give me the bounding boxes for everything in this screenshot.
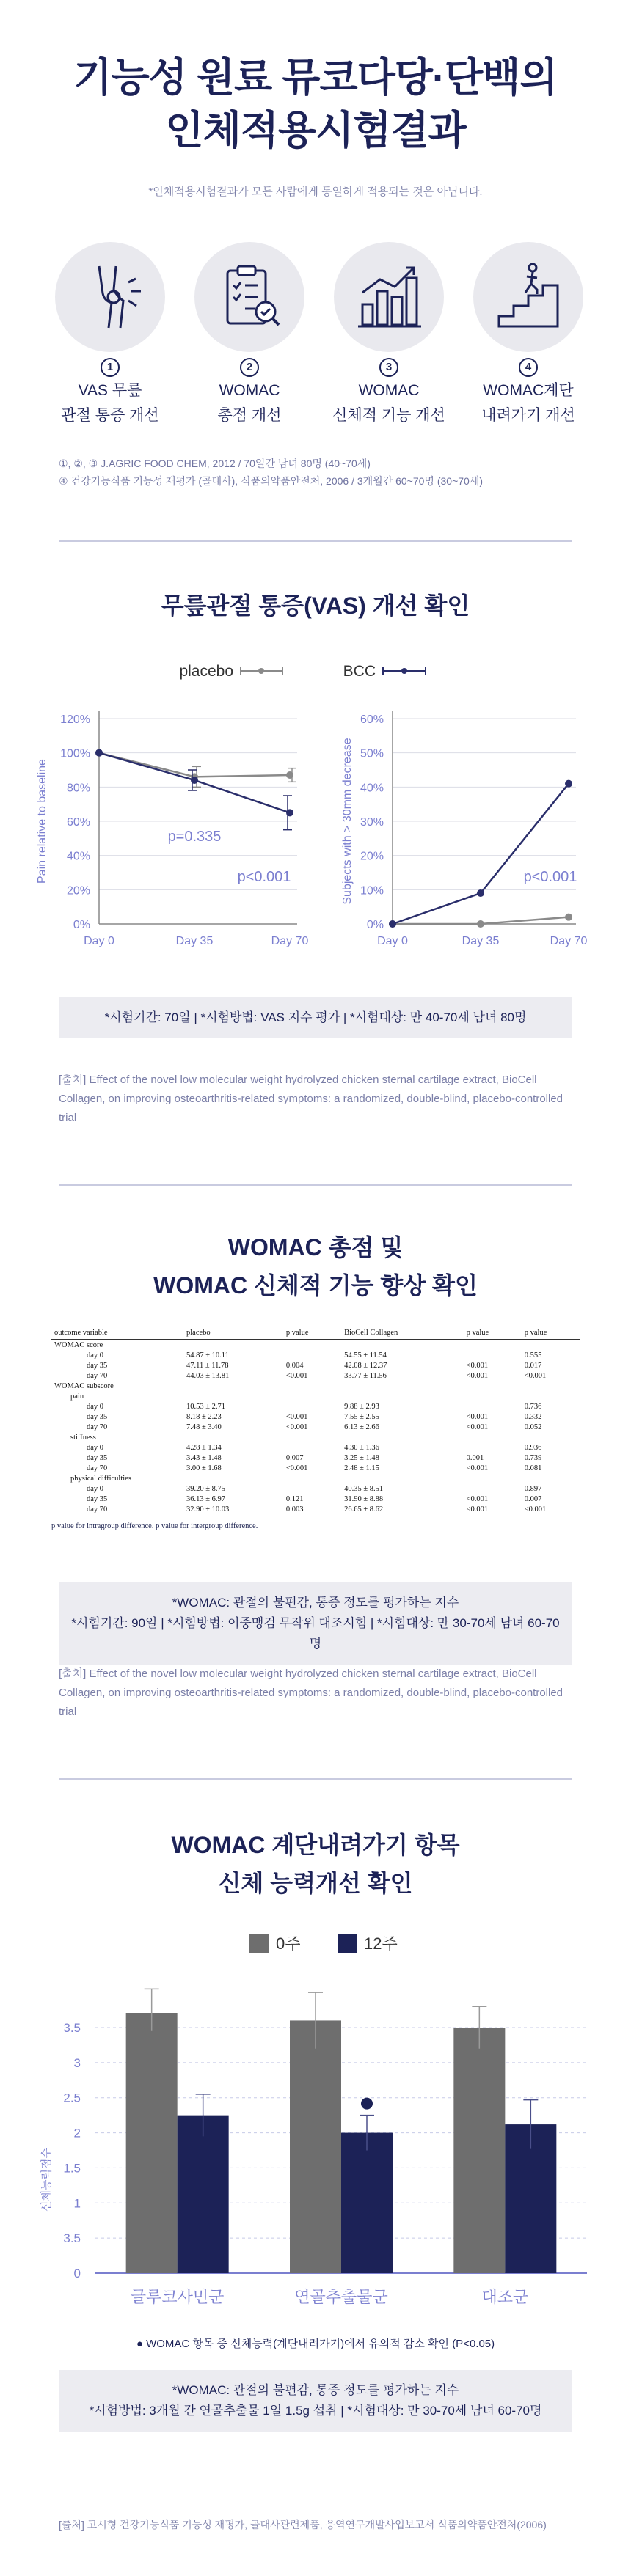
table-cell: WOMAC subscore [54,1381,114,1390]
benefit-label-line1: WOMAC [358,382,420,399]
x-tick-label: 글루코사민군 [130,2288,225,2306]
table-cell [522,1340,580,1351]
table-cell: day 70 [87,1371,108,1380]
table-footnote: p value for intragroup difference. p value for intergroup difference. [51,1519,580,1530]
table-cell: physical difficulties [70,1474,131,1483]
table-cell: 26.65 ± 8.62 [344,1505,384,1513]
table-cell: 0.004 [285,1361,304,1370]
annotation: p<0.001 [237,869,291,885]
bar-12주 [178,2116,229,2273]
womac-section-title-wrap [0,1228,631,1304]
page-title-line1: 기능성 원료 뮤코다당·단백의 [73,56,558,100]
x-tick-label: Day 35 [175,935,214,947]
x-tick-label: Day 0 [84,935,114,947]
table-cell [464,1442,522,1453]
legend-bcc-marker [383,667,426,675]
annotation: p<0.001 [523,869,577,885]
benefit-label-line2: 총점 개선 [217,407,282,424]
table-cell: 0.007 [285,1453,304,1462]
table-row [51,1340,580,1351]
x-tick-label: Day 70 [271,935,309,947]
table-cell [522,1432,580,1442]
y-tick-label: 3.5 [63,2021,81,2035]
y-tick-label: 1.5 [63,2161,81,2176]
table-cell: 6.13 ± 2.66 [344,1423,379,1431]
x-tick-label: 대조군 [481,2288,529,2306]
column-header: placebo [183,1326,283,1340]
vas-source-wrap [59,1071,572,1128]
y-axis-label: 신체능력점수 [40,2148,53,2212]
womac-note-line2: *시험기간: 90일 | *시험방법: 이중맹검 무작위 대조시험 | *시험대상: 만 30-70세 남녀 60-70명 [71,1616,560,1651]
stairs-source-wrap [59,2515,572,2534]
table-cell [283,1442,341,1453]
table-row [51,1370,580,1381]
table-cell [183,1473,283,1483]
table-cell: 4.28 ± 1.34 [186,1443,222,1452]
womac-title-line2: WOMAC 신체적 기능 향상 확인 [153,1272,478,1299]
table-cell [522,1473,580,1483]
table-cell: 40.35 ± 8.51 [344,1484,384,1493]
table-cell: day 70 [87,1423,108,1431]
womac-results-table [51,1326,580,1514]
table-cell [341,1381,464,1391]
table-cell [283,1483,341,1494]
table-cell: 7.48 ± 3.40 [186,1423,222,1431]
vas-responders-chart [338,697,631,975]
table-cell: 0.052 [524,1423,542,1431]
womac-source-wrap [59,1665,572,1722]
stairs-note-box [59,2370,572,2432]
y-tick-label: 100% [60,747,90,760]
x-tick-label: Day 35 [462,935,500,947]
table-cell: WOMAC score [54,1340,103,1349]
table-cell: 0.739 [524,1453,542,1462]
table-cell [183,1381,283,1391]
vas-section-title: 무릎관절 통증(VAS) 개선 확인 [161,592,470,619]
y-tick-label: 40% [360,782,384,795]
table-row [51,1473,580,1483]
stairs-footnote-wrap [0,2335,631,2351]
data-point-placebo [286,771,293,779]
column-header: p value [464,1326,522,1340]
stairs-section-title-wrap [0,1826,631,1902]
table-cell: 0.332 [524,1412,542,1421]
bar-12주 [341,2133,393,2273]
table-cell: 44.03 ± 13.81 [186,1371,230,1380]
x-tick-label: Day 70 [550,935,588,947]
womac-note-box [59,1582,572,1665]
table-cell: <0.001 [285,1371,308,1380]
clipboard-check-icon [194,242,304,352]
legend-placebo-marker [241,667,282,675]
table-cell: day 35 [87,1453,108,1462]
legend-swatch-0주 [249,1934,269,1953]
knee-pain-icon [55,242,165,352]
y-tick-label: 50% [360,747,384,760]
column-header: p value [283,1326,341,1340]
y-tick-label: 2 [73,2126,81,2140]
benefit-item-3 [330,242,448,427]
table-cell [341,1391,464,1401]
table-cell: day 70 [87,1464,108,1472]
table-cell: <0.001 [524,1371,547,1380]
stairs-source: [출처] 고시형 건강기능식품 기능성 재평가, 골대사관련제품, 용역연구개발사업보고서 식품의약품안전처(2006) [59,2519,547,2531]
column-header: outcome variable [51,1326,183,1340]
data-point-BCC [477,889,484,897]
stairs-footnote: ● WOMAC 항목 중 신체능력(계단내려가기)에서 유의적 감소 확인 (P<0.05) [136,2338,495,2350]
table-cell: <0.001 [285,1423,308,1431]
y-tick-label: 0% [73,919,90,931]
y-axis-label: Pain relative to baseline [36,759,48,884]
section-divider [59,1778,572,1780]
womac-table-wrap [51,1326,580,1530]
benefit-icons-row [51,242,587,427]
y-tick-label: 60% [360,713,384,726]
table-cell [283,1350,341,1360]
table-row [51,1422,580,1432]
y-tick-label: 40% [66,850,90,863]
y-tick-label: 3 [73,2055,81,2070]
table-cell [341,1473,464,1483]
reference-line-2: ④ 건강기능식품 기능성 재평가 (골대사), 식품의약품안전처, 2006 / 3개월간 60~70명 (30~70세) [59,475,484,487]
table-row [51,1412,580,1422]
y-tick-label: 2.5 [63,2091,81,2105]
benefit-number: 4 [519,358,538,377]
table-cell: 42.08 ± 12.37 [344,1361,387,1370]
vas-section-title-wrap [0,587,631,625]
section-divider [59,540,572,542]
data-point-BCC [565,780,572,788]
womac-source: [출처] Effect of the novel low molecular weight hydrolyzed chicken sternal cartilage extract, BioCell Collagen, on improving osteoarthritis-related symptoms: a randomized, double-blind, placebo-controlled trial [59,1667,563,1718]
table-cell: <0.001 [466,1423,489,1431]
disclaimer: *인체적용시험결과가 모든 사람에게 동일하게 적용되는 것은 아닙니다. [148,186,483,198]
benefit-label-line1: VAS 무릎 [78,382,142,399]
y-tick-label: 30% [360,816,384,829]
references [59,455,587,490]
benefit-label-line2: 내려가기 개선 [481,407,575,424]
table-cell: 0.017 [524,1361,542,1370]
table-cell [283,1391,341,1401]
benefit-item-1 [51,242,169,427]
table-cell: 33.77 ± 11.56 [344,1371,387,1380]
table-cell: <0.001 [524,1505,547,1513]
table-row [51,1442,580,1453]
table-cell [522,1391,580,1401]
table-row [51,1391,580,1401]
table-cell: 0.736 [524,1402,542,1411]
table-cell: day 0 [87,1351,104,1359]
x-tick-label: 연골추출물군 [294,2288,388,2306]
table-cell: 3.43 ± 1.48 [186,1453,222,1462]
legend-label: 0주 [276,1934,301,1953]
table-cell [464,1473,522,1483]
table-cell: 0.555 [524,1351,542,1359]
table-cell [464,1350,522,1360]
table-row [51,1401,580,1412]
table-cell: 0.121 [285,1494,304,1503]
table-cell [522,1381,580,1391]
table-cell: stiffness [70,1433,96,1442]
table-cell: <0.001 [285,1412,308,1421]
bar-0주 [453,2028,505,2273]
stairs-note-line1: *WOMAC: 관절의 불편감, 통증 정도를 평가하는 지수 [172,2383,459,2397]
table-cell [341,1340,464,1351]
column-header: BioCell Collagen [341,1326,464,1340]
table-cell: day 35 [87,1494,108,1503]
table-cell: 47.11 ± 11.78 [186,1361,229,1370]
stairs-bar-chart [29,1918,631,2328]
table-cell: 0.081 [524,1464,542,1472]
benefit-number: 3 [379,358,398,377]
y-axis-label: Subjects with > 30mm decrease [341,738,354,905]
table-row [51,1381,580,1391]
table-cell [464,1432,522,1442]
table-cell: 9.88 ± 2.93 [344,1402,379,1411]
table-cell [283,1381,341,1391]
table-cell: <0.001 [466,1505,489,1513]
table-cell: 8.18 ± 2.23 [186,1412,222,1421]
y-tick-label: 80% [66,782,90,795]
table-row [51,1432,580,1442]
table-row [51,1463,580,1473]
benefit-label-line1: WOMAC계단 [483,382,574,399]
table-cell: 3.25 ± 1.48 [344,1453,379,1462]
y-tick-label: 120% [60,713,90,726]
table-cell: pain [70,1392,84,1401]
table-cell [464,1483,522,1494]
header [0,51,631,199]
data-point-BCC [286,809,293,816]
table-cell: day 0 [87,1484,104,1493]
table-cell: 36.13 ± 6.97 [186,1494,226,1503]
vas-note-box [59,997,572,1038]
table-row [51,1350,580,1360]
table-cell: 2.48 ± 1.15 [344,1464,379,1472]
table-cell: 0.897 [524,1484,542,1493]
y-tick-label: 1 [73,2196,81,2211]
table-header-row [51,1326,580,1340]
y-tick-label: 0 [73,2267,81,2280]
table-cell: 0.003 [285,1505,304,1513]
y-tick-label: 0% [366,919,384,931]
y-tick-label: 10% [360,884,384,898]
series-line-BCC [393,784,569,924]
annotation: p=0.335 [167,829,222,845]
bar-0주 [290,2020,341,2273]
vas-legend [0,656,631,686]
table-cell: day 0 [87,1443,104,1452]
bar-chart-icon [334,242,444,352]
benefit-item-4 [470,242,587,427]
legend-placebo-label: placebo [179,663,233,680]
benefit-label-line2: 신체적 기능 개선 [332,407,445,424]
x-tick-label: Day 0 [377,935,408,947]
table-row [51,1504,580,1514]
benefit-label-line2: 관절 통증 개선 [61,407,159,424]
table-cell: <0.001 [285,1464,308,1472]
stairs-walking-icon [473,242,583,352]
legend-bcc-label: BCC [343,663,376,680]
table-cell [183,1340,283,1351]
section-divider [59,1184,572,1186]
table-cell [464,1340,522,1351]
significance-marker [361,2098,373,2110]
vas-source: [출처] Effect of the novel low molecular weight hydrolyzed chicken sternal cartilage extract, BioCell Collagen, on improving osteoarthritis-related symptoms: a randomized, double-blind, placebo-controlled trial [59,1074,563,1124]
table-cell: <0.001 [466,1464,489,1472]
data-point-placebo [477,920,484,928]
table-row [51,1360,580,1370]
benefit-number: 1 [101,358,120,377]
table-cell: 32.90 ± 10.03 [186,1505,230,1513]
y-tick-label: 20% [66,884,90,898]
table-row [51,1483,580,1494]
data-point-placebo [565,914,572,921]
table-cell: day 35 [87,1361,108,1370]
table-cell [283,1432,341,1442]
y-tick-label: 20% [360,850,384,863]
table-cell [283,1473,341,1483]
data-point-BCC [191,777,198,784]
column-header: p value [522,1326,580,1340]
table-cell: 31.90 ± 8.88 [344,1494,384,1503]
benefit-item-2 [191,242,308,427]
table-cell: 0.001 [466,1453,484,1462]
table-cell: 54.87 ± 10.11 [186,1351,229,1359]
table-cell: day 0 [87,1402,104,1411]
table-cell [464,1381,522,1391]
womac-title-line1: WOMAC 총점 및 [227,1234,404,1261]
womac-note-line1: *WOMAC: 관절의 불편감, 통증 정도를 평가하는 지수 [172,1596,459,1610]
table-cell: 0.936 [524,1443,542,1452]
table-cell [464,1391,522,1401]
stairs-title-line1: WOMAC 계단내려가기 항목 [171,1832,460,1858]
page-title-line2: 인체적용시험결과 [165,109,466,153]
vas-note: *시험기간: 70일 | *시험방법: VAS 지수 평가 | *시험대상: 만 40-70세 남녀 80명 [104,1010,527,1024]
stairs-note-line2: *시험방법: 3개월 간 연골추출물 1일 1.5g 섭취 | *시험대상: 만 30-70세 남녀 60-70명 [89,2404,542,2418]
table-cell [183,1391,283,1401]
table-cell: 10.53 ± 2.71 [186,1402,226,1411]
y-tick-label: 3.5 [63,2231,81,2246]
benefit-number: 2 [240,358,259,377]
data-point-BCC [95,749,103,757]
table-cell: 39.20 ± 8.75 [186,1484,226,1493]
benefit-label-line1: WOMAC [219,382,280,399]
table-cell: day 70 [87,1505,108,1513]
table-cell: 7.55 ± 2.55 [344,1412,379,1421]
table-cell: <0.001 [466,1371,489,1380]
table-cell: 0.007 [524,1494,542,1503]
stairs-title-line2: 신체 능력개선 확인 [218,1870,413,1896]
table-cell: 3.00 ± 1.68 [186,1464,222,1472]
table-row [51,1453,580,1463]
table-cell: 4.30 ± 1.36 [344,1443,379,1452]
table-cell [283,1401,341,1412]
table-cell [341,1432,464,1442]
legend-swatch-12주 [338,1934,357,1953]
table-cell: <0.001 [466,1412,489,1421]
table-cell: day 35 [87,1412,108,1421]
table-cell [183,1432,283,1442]
table-cell [464,1401,522,1412]
table-row [51,1494,580,1504]
table-cell: <0.001 [466,1494,489,1503]
legend-label: 12주 [364,1934,398,1953]
table-cell: <0.001 [466,1361,489,1370]
table-cell: 54.55 ± 11.54 [344,1351,387,1359]
bar-0주 [126,2013,178,2273]
y-tick-label: 60% [66,816,90,829]
data-point-BCC [389,920,396,928]
reference-line-1: ①, ②, ③ J.AGRIC FOOD CHEM, 2012 / 70일간 남녀 80명 (40~70세) [59,458,371,469]
table-cell [283,1340,341,1351]
